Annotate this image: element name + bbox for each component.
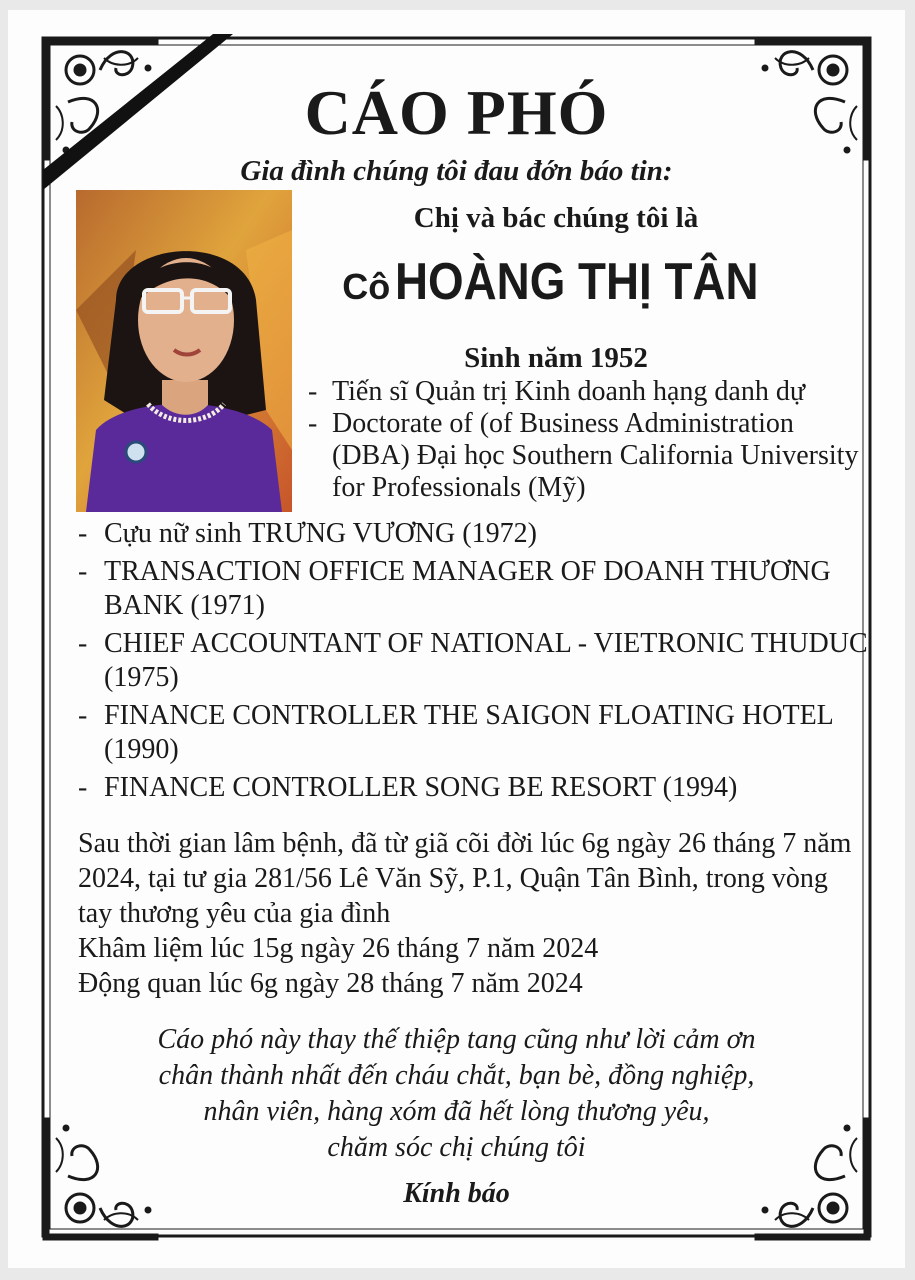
career-text: FINANCE CONTROLLER SONG BE RESORT (1994) — [104, 772, 738, 803]
closing-line: chân thành nhất đến cháu chắt, bạn bè, đồng nghiệp, — [158, 1060, 755, 1091]
bullet-dash: - — [308, 376, 318, 407]
career-text: FINANCE CONTROLLER THE SAIGON FLOATING HOTEL (1990) — [104, 700, 833, 765]
closing-line: nhân viên, hàng xóm đã hết lòng thương yêu, — [203, 1096, 710, 1127]
page-title: CÁO PHÓ — [304, 77, 609, 148]
portrait-image — [76, 190, 292, 512]
bullet-dash: - — [78, 518, 88, 549]
list-item — [78, 555, 878, 623]
relation-line: Chị và bác chúng tôi là — [413, 202, 699, 234]
closing-line: chăm sóc chị chúng tôi — [327, 1132, 586, 1163]
bullet-dash: - — [78, 556, 88, 587]
list-item — [78, 627, 878, 695]
obituary-card — [8, 10, 905, 1268]
portrait-photo — [76, 190, 292, 512]
degree-text: Doctorate of (of Business Administration (DBA) Đại học Southern California University for Professionals (Mỹ) — [332, 408, 859, 503]
bullet-dash: - — [78, 628, 88, 659]
list-item — [78, 771, 878, 805]
signoff: Kính báo — [403, 1178, 510, 1209]
list-item — [304, 376, 864, 408]
list-item — [78, 517, 878, 551]
deceased-name: HOÀNG THỊ TÂN — [394, 253, 759, 311]
degree-text: Tiến sĩ Quản trị Kinh doanh hạng danh dự — [332, 376, 805, 407]
passing-details — [78, 826, 868, 1001]
list-item — [304, 408, 864, 504]
bullet-dash: - — [78, 772, 88, 803]
encoffin-time: Khâm liệm lúc 15g ngày 26 tháng 7 năm 2024 — [78, 933, 599, 964]
career-list — [78, 517, 878, 809]
announcement-intro: Gia đình chúng tôi đau đớn báo tin: — [240, 155, 673, 187]
funeral-time: Động quan lúc 6g ngày 28 tháng 7 năm 2024 — [78, 968, 583, 999]
closing-message — [8, 1022, 905, 1166]
career-text: TRANSACTION OFFICE MANAGER OF DOANH THƯƠNG BANK (1971) — [104, 556, 831, 621]
list-item — [78, 699, 878, 767]
degree-list — [304, 376, 864, 504]
closing-line: Cáo phó này thay thế thiệp tang cũng như lời cảm ơn — [157, 1024, 756, 1055]
bullet-dash: - — [308, 408, 318, 439]
bullet-dash: - — [78, 700, 88, 731]
career-text: Cựu nữ sinh TRƯNG VƯƠNG (1972) — [104, 518, 537, 549]
deceased-name-line — [306, 252, 844, 312]
passing-paragraph: Sau thời gian lâm bệnh, đã từ giã cõi đời lúc 6g ngày 26 tháng 7 năm 2024, tại tư gia 281/56 Lê Văn Sỹ, P.1, Quận Tân Bình, trong vòng tay thương yêu của gia đình — [78, 828, 852, 929]
honorific-prefix: Cô — [342, 266, 391, 307]
career-text: CHIEF ACCOUNTANT OF NATIONAL - VIETRONIC THUDUC (1975) — [104, 628, 868, 693]
birth-year: Sinh năm 1952 — [464, 342, 648, 374]
